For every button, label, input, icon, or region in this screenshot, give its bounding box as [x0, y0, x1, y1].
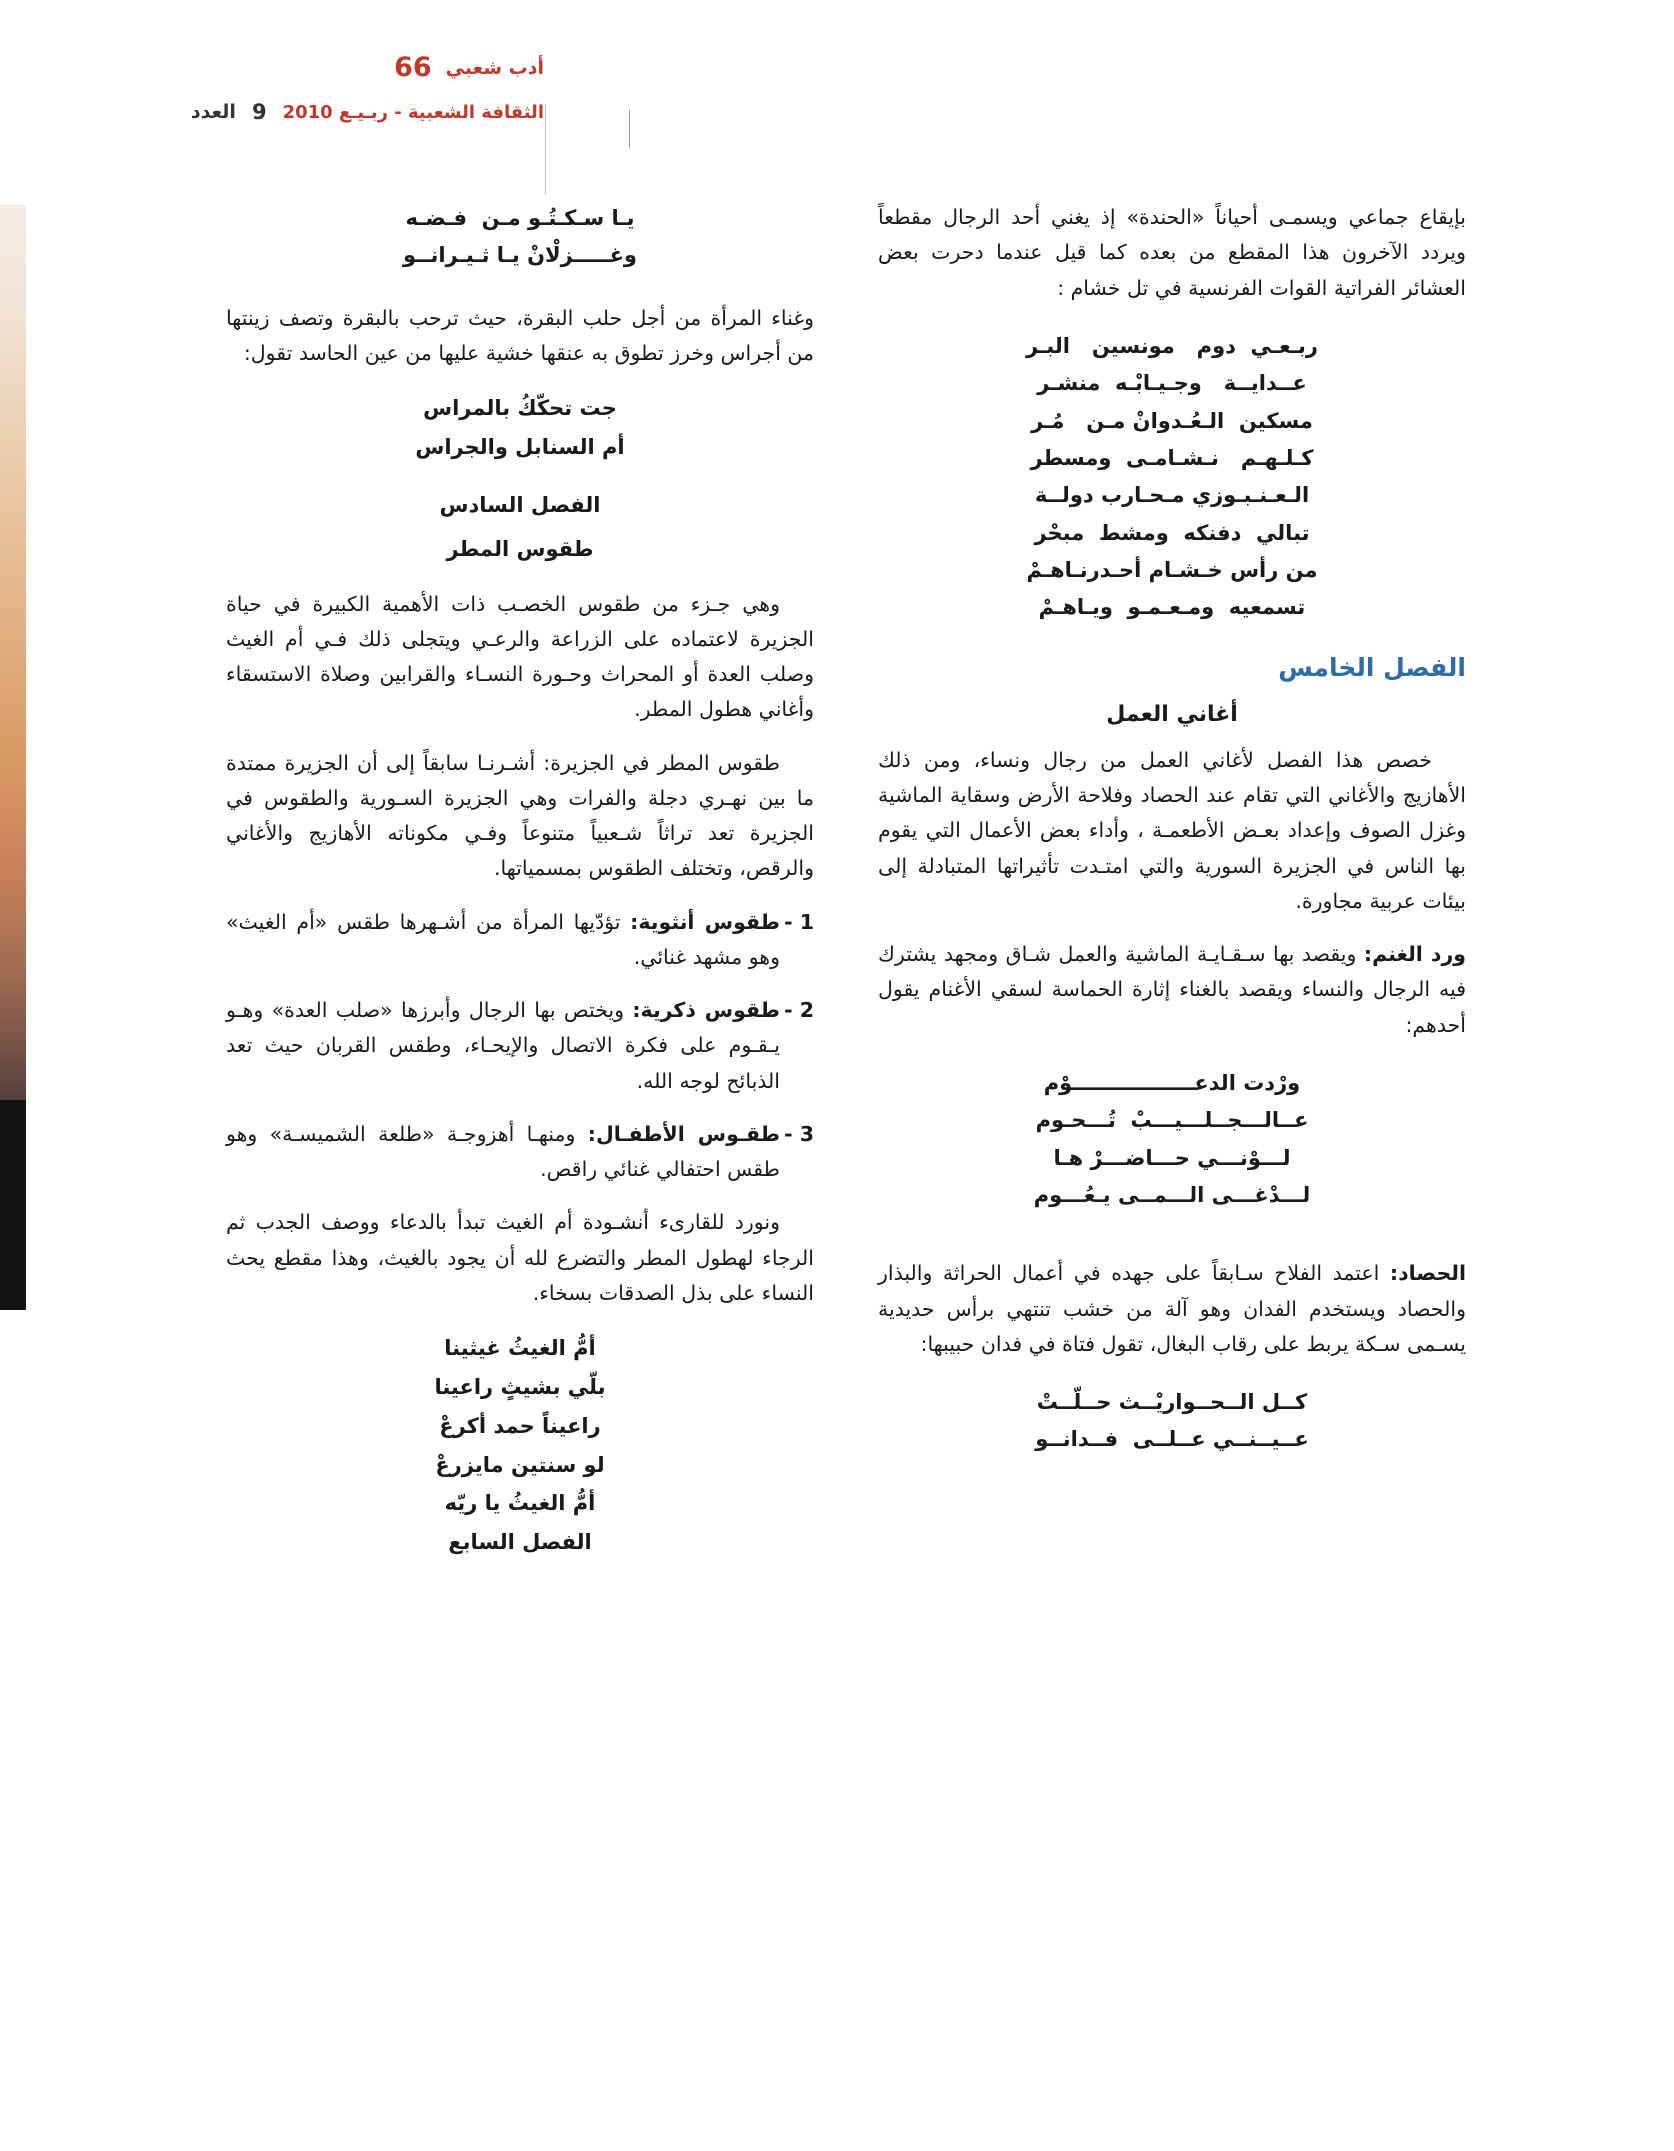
verse-line: راعيناً حمد أكرعْ [439, 1413, 601, 1438]
paragraph-work-songs: خصص هذا الفصل لأغاني العمل من رجال ونساء، ومن ذلك الأهازيج والأغاني التي تقام عند الحصاد وفلاحة الأرض وسقاية الماشية وغزل الصوف وإعداد بعـض الأطعمـة ، وأداء بعض الأعمال التي يقوم بها الناس في الجزيرة السورية والتي امتـدت تأثيراتها المتبادلة إلى بيئات عربية مجاورة. [878, 747, 1466, 913]
verse-line: من رأس خـشـام أحـدرنـاهـمْ [1026, 558, 1318, 582]
header-top-row [394, 52, 544, 83]
list-item-text: ويختص بها الرجال وأبرزها «صلب العدة» وهـو يـقـوم على فكرة الاتصال والإيحـاء، وطقس القربان حيث تعد الذبائح لوجه الله. [226, 998, 780, 1093]
verse-line: تبالي دفنكه ومشط مبحْر [1034, 520, 1310, 545]
list-item-number: 2 - [784, 998, 814, 1023]
issue-label: العدد [190, 101, 236, 123]
chapter-heading-seven: الفصل السابع [448, 1530, 592, 1555]
verse-line: مسكين الـعُـدوانْ مـن مُـر [1031, 408, 1313, 433]
verse-line: لـــدْغـــى الـــمــى يـعُـــوم [1033, 1182, 1311, 1207]
chapter-heading-six: الفصل السادس [439, 492, 601, 517]
journal-title: الثقافة الشعبية - ربـيـع 2010 [282, 101, 544, 123]
verse-line: الـعـنـبـوزي مـحـارب دولــة [1034, 483, 1310, 508]
column-left [226, 200, 814, 1582]
verse-line: لو سنتين مايزرعْ [435, 1452, 605, 1477]
verse-block-5 [226, 389, 814, 467]
paragraph-cow-milking-song: وغناء المرأة من أجل حلب البقرة، حيث ترحب بالبقرة وتصف زينتها من أجراس وخرز تطوق به عنقها خشية عليها من عين الحاسد تقول: [226, 305, 814, 365]
intro-paragraph: بإيقاع جماعي ويسمـى أحياناً «الحندة» إذ يغني أحد الرجال مقطعاً ويردد الآخرون هذا المقطع من بعده كما قيل عندما دحرت بعض العشائر الفراتية القوات الفرنسية في تل خشام : [878, 205, 1466, 300]
verse-line: تسمعيه ومـعـمـو ويـاهـمْ [1038, 595, 1306, 620]
verse-line: وغـــــزلْانْ يـا ثـيـرانــو [403, 243, 637, 268]
paragraph-text: ويقصد بها سـقـايـة الماشية والعمل شـاق ومجهد يشترك فيه الرجال والنساء ويقصد بالغناء إثارة الحماسة لسقي الأغنام يقول أحدهم: [878, 942, 1466, 1037]
verse-block-1 [878, 328, 1466, 627]
verse-line: يـا سـكـتُـو مـن فـضـه [405, 206, 635, 230]
verse-line: بلّي بشيثٍ راعينا [434, 1374, 606, 1399]
list-item-text: ومنهـا أهزوجـة «طلعة الشميسـة» وهو طقس احتفالي غنائي راقص. [226, 1121, 780, 1182]
page-edge-dark [0, 1100, 26, 1310]
paragraph-rain-rituals-jazira: طقوس المطر في الجزيرة: أشـرنـا سابقاً إلى أن الجزيرة ممتدة ما بين نهـري دجلة والفرات وهي الجزيرة السـورية والطقوس في الجزيرة تعد تراثاً شـعبياً متنوعاً وفـي مكوناته الأهازيج والأغاني والرقص، وتختلف الطقوس بمسمياتها. [226, 750, 814, 881]
rituals-list [226, 905, 814, 1188]
list-item-number: 3 - [784, 1121, 814, 1146]
verse-block-4 [226, 200, 814, 275]
chapter-subheading-rain-rituals: طقوس المطر [446, 536, 594, 561]
verse-line: أم السنابل والجراس [415, 435, 625, 460]
verse-line: أمُّ الغيثُ غيثينا [444, 1336, 596, 1361]
page-number: 66 [394, 52, 432, 83]
verse-line: ربـعـي دوم مونسين البـر [1026, 333, 1318, 358]
page-header [0, 52, 1674, 162]
header-bottom-row [191, 100, 544, 124]
subsection-heading-work-songs: أغاني العمل [1106, 701, 1238, 727]
column-right [878, 200, 1466, 1485]
list-item [226, 905, 814, 976]
verse-line: ورْدت الدعـــــــــــــــــوْم [1043, 1070, 1301, 1095]
paragraph-harvest [878, 1256, 1466, 1362]
verse-line: أمُّ الغيثُ يا ريّه [444, 1491, 596, 1516]
list-item-text: تؤدّيها المرأة من أشـهرها طقس «أم الغيث» وهو مشهد غنائي. [226, 909, 780, 969]
list-item-lead: طقوس ذكرية: [632, 998, 780, 1023]
paragraph-umm-alghaith-intro: ونورد للقارىء أنشـودة أم الغيث تبدأ بالدعاء ووصف الجدب ثم الرجاء لهطول المطر والتضرع لله أن يجود بالغيث، وهذا مقطع يحث النساء على بذل الصدقات بسخاء. [226, 1210, 814, 1305]
list-item [226, 1117, 814, 1188]
list-item-number: 1 - [784, 909, 814, 934]
list-item-lead: طقوس أنثوية: [630, 909, 780, 934]
header-divider-vertical [629, 110, 630, 148]
verse-block-3 [878, 1384, 1466, 1459]
paragraph-lead-harvest: الحصاد: [1389, 1261, 1466, 1286]
header-rule-vertical [545, 104, 546, 194]
verse-line: عــدايــة وجـيـابْـه منشـر [1037, 371, 1307, 396]
issue-number: 9 [251, 100, 267, 124]
verse-block-2 [878, 1065, 1466, 1215]
verse-line: جت تحكّكُ بالمراس [423, 396, 617, 421]
verse-block-6 [226, 1329, 814, 1562]
list-item-lead: طقـوس الأطفـال: [587, 1121, 780, 1146]
section-heading-chapter-five: الفصل الخامس [1278, 652, 1466, 682]
header-topic: أدب شعبي [445, 56, 544, 79]
paragraph-fertility-rituals: وهي جـزء من طقوس الخصـب ذات الأهمية الكبيرة في حياة الجزيرة لاعتماده على الزراعة والرعـي ويتجلى ذلك فـي أم الغيث وصلب العدة أو المحراث وحـورة النسـاء والقرابين وصلاة الاستسقاء وأغاني هطول المطر. [226, 591, 814, 722]
verse-line: لـــوْنـــي حـــاضـــرْ هـا [1053, 1145, 1291, 1170]
list-item [226, 993, 814, 1099]
verse-line: عــالـــجــلـــيـــبْ تُـــحـوم [1035, 1108, 1309, 1133]
paragraph-text: اعتمد الفلاح سـابقاً على جهده في أعمال الحراثة والبذار والحصاد ويستخدم الفدان وهو آلة من خشب تنتهي برأس حديدية يسـمى سـكة يربط على رقاب البغال، تقول فتاة في فدان حبيبها: [878, 1261, 1466, 1356]
verse-line: كـلـهـم نـشـامـى ومسطر [1030, 445, 1314, 470]
paragraph-lead-ward-alghanam: ورد الغنم: [1363, 942, 1466, 966]
paragraph-sheep-watering [878, 937, 1466, 1043]
verse-line: كــل الــحــواريْــث حــلّــتْ [1036, 1390, 1308, 1414]
verse-line: عــيــنــي عــلــى فــدانــو [1035, 1427, 1309, 1452]
